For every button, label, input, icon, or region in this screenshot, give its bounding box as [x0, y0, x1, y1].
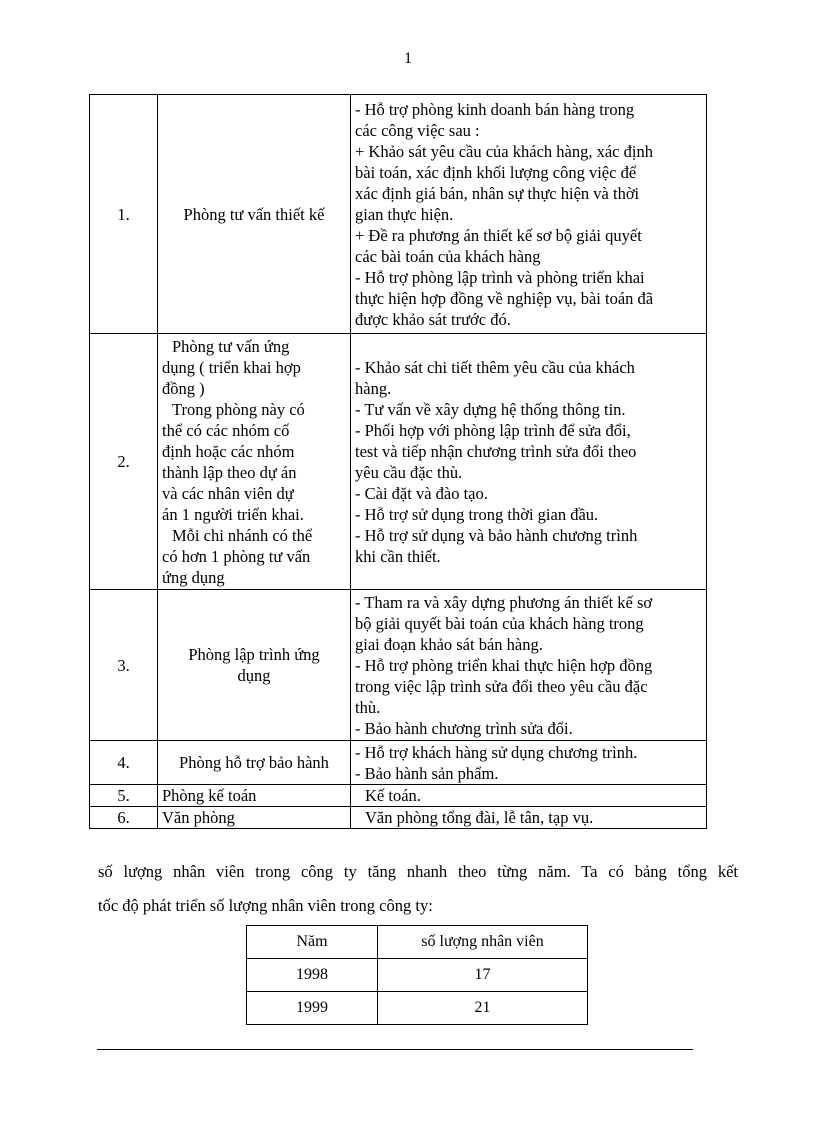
- department-name-line: ứng dụng: [162, 567, 225, 587]
- department-name-line: Mỗi chi nhánh có thể: [172, 525, 313, 545]
- description-line: - Hỗ trợ khách hàng sử dụng chương trình.: [355, 742, 638, 762]
- description-line: gian thực hiện.: [355, 204, 454, 224]
- description-line: bài toán, xác định khối lượng công việc để: [355, 162, 637, 182]
- department-name-line: Văn phòng: [162, 808, 235, 827]
- description-line: thực hiện hợp đồng về nghiệp vụ, bài toán đã: [355, 288, 654, 308]
- description-line: - Hỗ trợ phòng triển khai thực hiện hợp đồng: [355, 655, 653, 675]
- staff-count-table: [246, 925, 588, 1025]
- department-name: [158, 334, 351, 590]
- table-row: [247, 959, 588, 992]
- department-name-line: Phòng kế toán: [162, 786, 257, 805]
- description-line: + Khảo sát yêu cầu của khách hàng, xác định: [355, 141, 653, 161]
- year-cell: 1999: [247, 992, 378, 1025]
- description-line: - Bảo hành sản phẩm.: [355, 763, 499, 783]
- table-row: [90, 95, 707, 334]
- year-cell: 1998: [247, 959, 378, 992]
- description-line: - Tư vấn về xây dựng hệ thống thông tin.: [355, 399, 626, 419]
- department-description: [351, 334, 707, 590]
- description-line: các công việc sau :: [355, 120, 480, 140]
- description-line: thù.: [355, 697, 381, 717]
- department-name-line: định hoặc các nhóm: [162, 441, 295, 461]
- department-name-line: Phòng hỗ trợ bảo hành: [179, 753, 329, 772]
- table-row: [90, 807, 707, 829]
- table-row: [90, 590, 707, 741]
- table-row: [90, 741, 707, 785]
- description-line: - Hỗ trợ sử dụng trong thời gian đầu.: [355, 504, 599, 524]
- description-line: - Hỗ trợ phòng lập trình và phòng triển khai: [355, 267, 645, 287]
- department-name-line: thành lập theo dự án: [162, 462, 297, 482]
- department-table: [89, 94, 707, 829]
- department-name: [158, 590, 351, 741]
- department-name: [158, 785, 351, 807]
- description-line: giai đoạn khảo sát bán hàng.: [355, 634, 543, 654]
- department-name-line: Trong phòng này có: [172, 399, 305, 419]
- table-row: [90, 334, 707, 590]
- column-header-year: Năm: [247, 926, 378, 959]
- description-line: xác định giá bán, nhân sự thực hiện và thời: [355, 183, 640, 203]
- department-name-line: có hơn 1 phòng tư vấn: [162, 546, 311, 566]
- body-paragraph-line: tốc độ phát triển số lượng nhân viên trong công ty:: [98, 896, 433, 915]
- description-line: test và tiếp nhận chương trình sửa đổi theo: [355, 441, 637, 461]
- description-line: bộ giải quyết bài toán của khách hàng trong: [355, 613, 644, 633]
- description-line: yêu cầu đặc thù.: [355, 462, 463, 482]
- table-row: [247, 992, 588, 1025]
- body-paragraph-line: số lượng nhân viên trong công ty tăng nhanh theo từng năm. Ta có bảng tổng kết: [98, 862, 738, 881]
- department-name-line: Phòng tư vấn ứng: [172, 336, 290, 356]
- description-line: khi cần thiết.: [355, 546, 441, 566]
- description-line: hàng.: [355, 378, 392, 398]
- page-number: 1: [404, 50, 412, 67]
- description-line: Kế toán.: [365, 786, 421, 805]
- staff-count-cell: 21: [378, 992, 588, 1025]
- column-header-staff-count: số lượng nhân viên: [378, 926, 588, 959]
- department-description: [351, 741, 707, 785]
- department-name-line: và các nhân viên dự: [162, 483, 294, 503]
- department-name-line: dụng: [237, 666, 271, 685]
- description-line: - Tham ra và xây dựng phương án thiết kế sơ: [355, 592, 653, 612]
- description-line: - Bảo hành chương trình sửa đổi.: [355, 718, 573, 738]
- description-line: + Đề ra phương án thiết kế sơ bộ giải quyết: [355, 225, 642, 245]
- description-line: - Cài đặt và đào tạo.: [355, 483, 488, 503]
- staff-count-cell: 17: [378, 959, 588, 992]
- department-description: [351, 807, 707, 829]
- row-number: 5.: [90, 785, 158, 807]
- table-header-row: [247, 926, 588, 959]
- department-name-line: Phòng tư vấn thiết kế: [183, 204, 325, 224]
- description-line: - Khảo sát chi tiết thêm yêu cầu của khách: [355, 357, 635, 377]
- row-number: 2.: [90, 334, 158, 590]
- department-name: [158, 807, 351, 829]
- description-line: Văn phòng tổng đài, lễ tân, tạp vụ.: [365, 808, 594, 827]
- department-name: [158, 741, 351, 785]
- footer-divider: [97, 1049, 693, 1050]
- row-number: 3.: [90, 590, 158, 741]
- row-number: 4.: [90, 741, 158, 785]
- table-row: [90, 785, 707, 807]
- description-line: các bài toán của khách hàng: [355, 246, 541, 266]
- department-name-line: thể có các nhóm cố: [162, 420, 290, 440]
- department-description: [351, 590, 707, 741]
- row-number: 6.: [90, 807, 158, 829]
- description-line: - Hỗ trợ sử dụng và bảo hành chương trình: [355, 525, 638, 545]
- department-name-line: án 1 người triển khai.: [162, 504, 304, 524]
- department-name-line: đồng ): [162, 378, 205, 398]
- description-line: - Hỗ trợ phòng kinh doanh bán hàng trong: [355, 99, 635, 119]
- row-number: 1.: [90, 95, 158, 334]
- department-name-line: Phòng lập trình ứng: [188, 645, 320, 664]
- description-line: trong việc lập trình sửa đổi theo yêu cầu đặc: [355, 676, 648, 696]
- department-name-line: dụng ( triển khai hợp: [162, 357, 301, 377]
- description-line: được khảo sát trước đó.: [355, 309, 511, 329]
- department-description: [351, 785, 707, 807]
- description-line: - Phối hợp với phòng lập trình để sửa đổi,: [355, 420, 631, 440]
- department-name: [158, 95, 351, 334]
- department-description: [351, 95, 707, 334]
